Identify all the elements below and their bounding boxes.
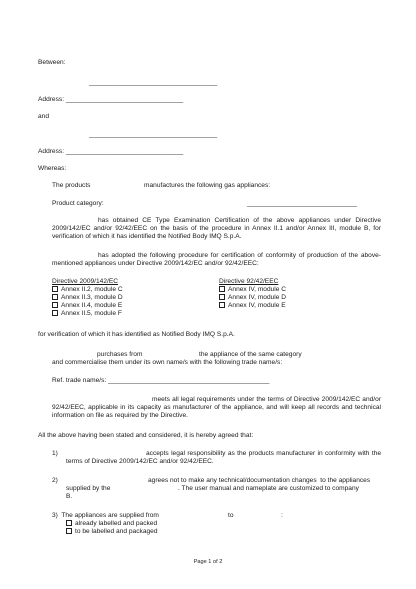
item-2-line-1: agrees not to make any technical/documentation changes to the appliances <box>148 477 371 484</box>
right-option[interactable]: Annex IV, module C <box>219 286 286 294</box>
checkbox[interactable] <box>52 302 58 308</box>
item-3-option[interactable]: already labelled and packed <box>66 520 157 528</box>
item-1-number: 1) <box>52 450 58 457</box>
checkbox[interactable] <box>66 520 72 526</box>
purchases-from: purchases from <box>97 351 143 358</box>
checkbox[interactable] <box>52 294 58 300</box>
right-option[interactable]: Annex IV, module D <box>219 294 286 302</box>
agreement-intro: All the above having been stated and considered, it is hereby agreed that: <box>38 432 254 439</box>
between-label: Between: <box>38 59 66 66</box>
item-3-to: to <box>228 512 234 519</box>
party-one-address: Address: ________________________________ <box>38 96 184 103</box>
item-3-line: 3) The appliances are supplied from <box>52 512 159 519</box>
left-column-heading: Directive 2009/142/EC <box>52 278 118 285</box>
item-2-line-2-start: supplied by the <box>66 485 111 492</box>
party-one-name-blank: ___________________________________ <box>89 79 218 86</box>
products-intro: The products <box>52 182 91 189</box>
right-column-heading: Directive 92/42/EEC <box>219 278 279 285</box>
left-option[interactable]: Annex II.2, module C <box>52 286 123 294</box>
whereas-label: Whereas: <box>38 165 67 172</box>
item-1-text: accepts legal responsibility as the products manufacturer in conformity with the terms of Directive 2009/142/EC and/or 92/42/EEC. <box>66 450 381 465</box>
checkbox[interactable] <box>219 302 225 308</box>
left-option[interactable]: Annex II.3, module D <box>52 294 123 302</box>
right-option[interactable]: Annex IV, module E <box>219 302 286 310</box>
party-two-address: Address: ________________________________ <box>38 148 184 155</box>
requirements-paragraph: meets all legal requirements under the terms of Directive 2009/142/EC and/or 92/42/EEC, applicable in its capacity as manufacturer of the appliance, and will keep all records and technical information on file as required by the Directive. <box>52 396 381 419</box>
ce-certification-paragraph: has obtained CE Type Examination Certification of the above appliances under Directive 2009/142/EC and/or 92/42/EEC on the basis of the procedure in Annex II.1 and/or Annex III, module B, for verification of which it has identified the Notified Body IMQ S.p.A. <box>52 217 381 240</box>
checkbox[interactable] <box>52 286 58 292</box>
party-two-name-blank: ___________________________________ <box>89 131 218 138</box>
item-2-number: 2) <box>52 477 58 484</box>
item-3-colon: : <box>281 512 283 519</box>
item-3-option[interactable]: to be labelled and packaged <box>66 528 158 536</box>
item-2-line-3: B. <box>66 493 73 500</box>
page-number: Page 1 of 2 <box>193 559 223 565</box>
item-2-line-2-end: . The user manual and nameplate are customized to company <box>178 485 359 492</box>
notified-body-line: for verification of which it has identified as Notified Body IMQ S.p.A. <box>38 331 235 338</box>
checkbox[interactable] <box>219 286 225 292</box>
purchases-rest: the appliance of the same category <box>199 351 302 358</box>
and-label: and <box>38 113 50 120</box>
products-intro-rest: manufactures the following gas appliances: <box>144 182 271 189</box>
checkbox[interactable] <box>66 528 72 534</box>
checkbox[interactable] <box>219 294 225 300</box>
product-category-label: Product category: <box>52 200 104 207</box>
product-category-blank: ______________________________ <box>247 200 358 207</box>
checkbox[interactable] <box>52 310 58 316</box>
trade-names-line: Ref. trade name/s: ____________________________________________ <box>52 377 270 384</box>
commercialise-line: and commercialise them under its own name/s with the following trade name/s: <box>52 359 283 366</box>
procedure-paragraph: has adopted the following procedure for certification of conformity of production of the above-mentioned appliances under Directive 2009/142/EC and/or 92/42/EEC: <box>52 252 381 267</box>
left-option[interactable]: Annex II.4, module E <box>52 302 122 310</box>
left-option[interactable]: Annex II.5, module F <box>52 310 122 318</box>
